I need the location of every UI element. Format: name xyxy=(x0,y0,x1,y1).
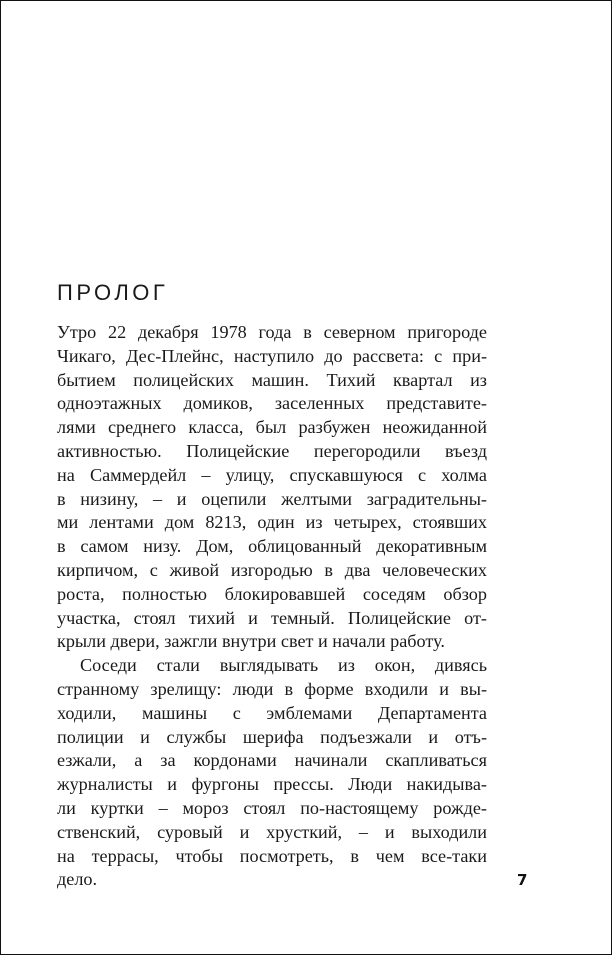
text-line: активностью. Полицейские перегородили въезд xyxy=(57,440,487,461)
text-line: странному зрелищу: люди в форме входили и вы- xyxy=(57,678,487,699)
text-line: Соседи стали выглядывать из окон, дивясь xyxy=(80,655,487,676)
text-line: участка, стоял тихий и темный. Полицейские от- xyxy=(57,607,487,628)
text-line: езжали, а за кордонами начинали скапливаться xyxy=(57,750,487,771)
text-line: крыли двери, зажгли внутри свет и начали работу. xyxy=(57,631,445,652)
paragraph xyxy=(57,654,487,892)
text-line: ми лентами дом 8213, один из четырех, стоявших xyxy=(57,512,487,533)
text-line: Утро 22 декабря 1978 года в северном пригороде xyxy=(57,322,487,342)
text-line: на террасы, чтобы посмотреть, в чем все-таки xyxy=(57,845,487,866)
paragraph xyxy=(57,321,487,654)
text-line: лями среднего класса, был разбужен неожиданной xyxy=(57,417,487,438)
chapter-title: ПРОЛОГ xyxy=(57,280,169,305)
body-text xyxy=(57,321,487,892)
text-line: одноэтажных домиков, заселенных представите- xyxy=(57,393,487,414)
text-line: кирпичом, с живой изгородью в два человеческих xyxy=(57,559,487,580)
text-line: ственский, суровый и хрусткий, – и выходили xyxy=(57,821,487,842)
text-line: дело. xyxy=(57,869,98,890)
text-line: бытием полицейских машин. Тихий квартал из xyxy=(57,369,487,390)
page-number: 7 xyxy=(517,871,528,889)
text-line: полиции и службы шерифа подъезжали и отъ- xyxy=(57,726,487,747)
text-line: Чикаго, Дес-Плейнс, наступило до рассвета: с при- xyxy=(57,345,487,366)
text-line: в низину, – и оцепили желтыми заградительны- xyxy=(57,488,487,509)
text-line: ли куртки – мороз стоял по-настоящему рожде- xyxy=(57,797,487,818)
text-line: журналисты и фургоны прессы. Люди накидыва- xyxy=(57,774,487,795)
text-line: на Саммердейл – улицу, спускавшуюся с холма xyxy=(57,464,487,485)
text-line: роста, полностью блокировавшей соседям обзор xyxy=(57,583,487,604)
text-line: в самом низу. Дом, облицованный декоративным xyxy=(57,536,487,557)
text-line: ходили, машины с эмблемами Департамента xyxy=(57,702,487,723)
